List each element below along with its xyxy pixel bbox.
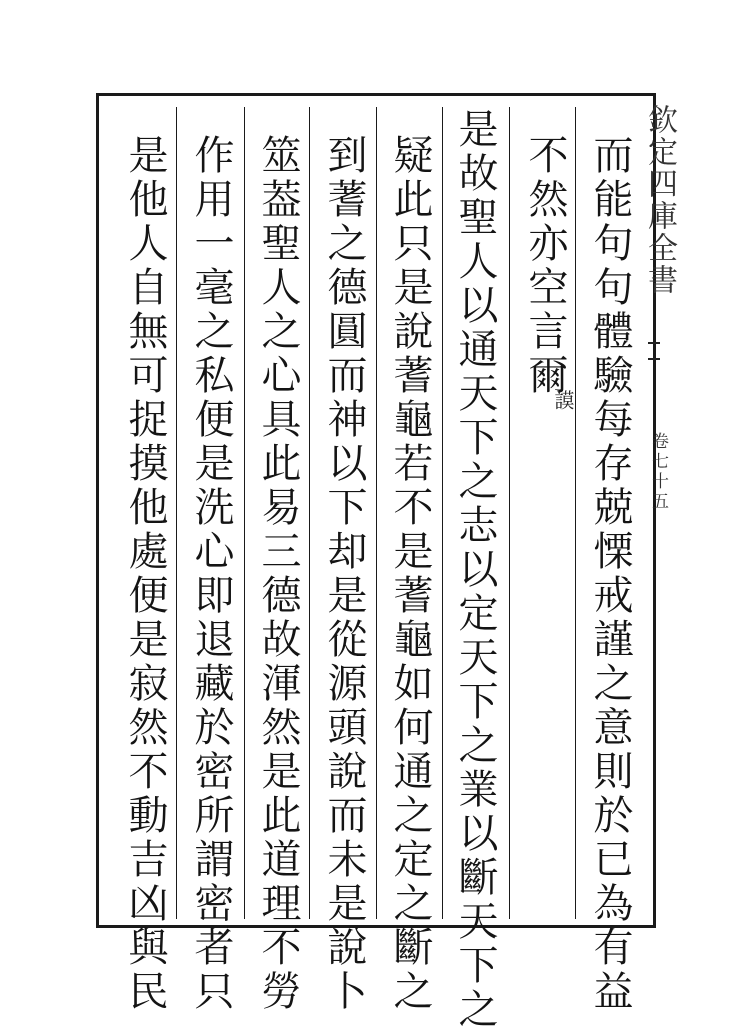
volume-label: 卷七十五: [648, 432, 668, 512]
page-frame: [96, 93, 656, 928]
text-column-7: 作用一毫之私便是洗心即退藏於密所謂密者只: [188, 134, 234, 1014]
fish-tail-mark: [648, 342, 660, 360]
top-border: [96, 93, 656, 96]
column-rule: [176, 107, 177, 919]
text-column-8: 是他人自無可捉摸他處便是寂然不動吉凶與民: [122, 134, 168, 1014]
column-rule: [376, 107, 377, 919]
text-column-2: 不然亦空言爾: [522, 134, 568, 398]
column-rule: [309, 107, 310, 919]
book-title: 欽定四庫全書: [642, 104, 677, 296]
text-column-1: 而能句句體驗每存兢慄戒謹之意則於已為有益: [587, 134, 633, 1014]
text-column-2-note: 謨: [551, 390, 575, 410]
column-rule: [509, 107, 510, 919]
text-column-3: 是故聖人以通天下之志以定天下之業以斷天下之: [452, 108, 498, 1032]
text-column-6: 筮葢聖人之心具此易三德故渾然是此道理不勞: [255, 134, 301, 1014]
text-column-5: 到蓍之德圓而神以下却是從源頭說而未是說卜: [321, 134, 367, 1014]
text-column-4: 疑此只是說蓍龜若不是蓍龜如何通之定之斷之: [387, 134, 433, 1014]
left-border: [96, 93, 99, 928]
column-rule: [575, 107, 576, 919]
bottom-border: [96, 925, 656, 928]
column-rule: [244, 107, 245, 919]
column-rule: [442, 107, 443, 919]
